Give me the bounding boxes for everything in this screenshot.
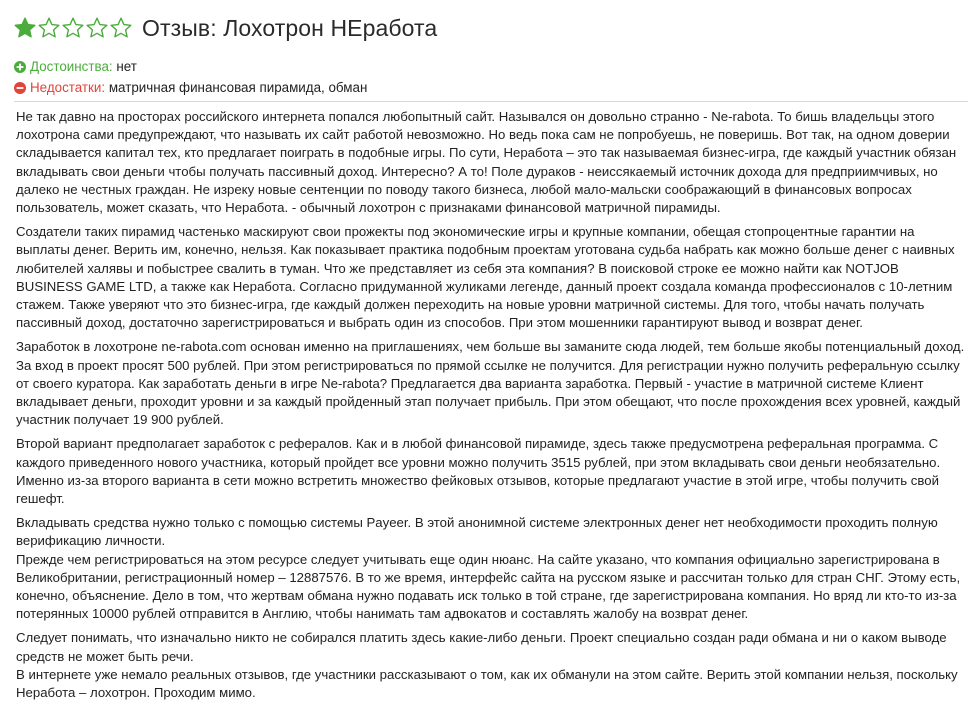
star-empty-icon — [86, 17, 108, 39]
rating-stars — [14, 17, 134, 39]
review-paragraph: Заработок в лохотроне ne-rabota.com основан именно на приглашениях, чем больше вы заманите сюда людей, тем больше якобы потенциальный доход. За вход в проект просят 500 рублей. При этом регистрироваться по прямой ссылке не получится. Для регистрации нужно получить реферальную ссылку от своего куратора. Как заработать деньги в игре Ne-rabota? Предлагается два варианта заработка. Первый - участие в матричной системе Клиент вкладывает деньги, проходит уровни и за каждый пройденный этап получает прибыль. При этом обещают, что после прохождения всех уровней, каждый участник получает 19 900 рублей. — [16, 339, 965, 428]
star-empty-icon — [38, 17, 60, 39]
cons-label: Недостатки: — [30, 80, 106, 95]
review-body — [16, 108, 966, 708]
plus-circle-icon — [14, 61, 26, 73]
pros-cons — [14, 56, 367, 98]
divider — [14, 101, 968, 102]
minus-circle-icon — [14, 82, 26, 94]
star-empty-icon — [110, 17, 132, 39]
pros-row — [14, 56, 367, 77]
review-paragraph: Не так давно на просторах российского интернета попался любопытный сайт. Назывался он довольно странно - Ne-rabota. То бишь владельцы этого лохотрона сами предупреждают, что называть их сайт работой невозможно. Но ведь пока сам не попробуешь, не поверишь. Вот так, на одном доверии складывается капитал тех, кто предлагает поиграть в подобные игры. По сути, Неработа – это так называемая бизнес-игра, где каждый участник обязан вкладывать свои деньги чтобы получать пассивный доход. Интересно? А то! Поле дураков - неиссякаемый источник дохода для предприимчивых, но далеко не честных граждан. Не изреку новые сентенции по поводу такого бизнеса, любой мало-мальски соображающий в финансовых вопросах пользователь, может сказать, что Неработа. - обычный лохотрон с признаками финансовой матричной пирамиды. — [16, 109, 957, 216]
cons-row — [14, 77, 367, 98]
pros-label: Достоинства: — [30, 59, 113, 74]
pros-value: нет — [116, 59, 137, 74]
review-header — [14, 12, 437, 44]
review-paragraph: Следует понимать, что изначально никто не собирался платить здесь какие-либо деньги. Проект специально создан ради обмана и ни о каком выводе средств не может быть речи. В интернете уже немало реальных отзывов, где участники рассказывают о том, как их обманули на этом сайте. Верить этой компании нельзя, поскольку Неработа – лохотрон. Проходим мимо. — [16, 630, 958, 701]
star-filled-icon — [14, 17, 36, 39]
star-empty-icon — [62, 17, 84, 39]
review-title: Отзыв: Лохотрон НЕработа — [142, 14, 438, 41]
review-paragraph: Второй вариант предполагает заработок с рефералов. Как и в любой финансовой пирамиде, здесь также предусмотрена реферальная программа. С каждого приведенного нового участника, который пройдет все уровни можно получить 3515 рублей, при этом вкладывать свои деньги необязательно. Именно из-за второго варианта в сети можно встретить множество фейковых отзывов, которые предлагают участие в этой игре, чтобы получить свой гешефт. — [16, 436, 941, 507]
review-paragraph: Вкладывать средства нужно только с помощью системы Payeer. В этой анонимной системе электронных денег нет необходимости проходить полную верификацию личности. Прежде чем регистрироваться на этом ресурсе следует учитывать еще один нюанс. На сайте указано, что компания официально зарегистрирована в Великобритании, регистрационный номер – 12887576. В то же время, интерфейс сайта на русском языке и рассчитан только для стран СНГ. Этому есть, конечно, объяснение. Дело в том, что жертвам обмана нужно подавать иск только в той стране, где зарегистрирована компания. Но вряд ли кто-то из-за потерянных 10000 рублей отправится в Англию, чтобы нанимать там адвокатов и составлять жалобу на возврат денег. — [16, 515, 961, 622]
review-paragraph: Создатели таких пирамид частенько маскируют свои прожекты под экономические игры и крупные компании, обещая стопроцентные гарантии на выплаты денег. Верить им, конечно, нельзя. Как показывает практика подобным проектам уготована судьба набрать как можно больше денег с наивных любителей халявы и побыстрее свалить в туман. Что же представляет из себя эта компания? В поисковой строке ее можно найти как NOTJOB BUSINESS GAME LTD, а также как Неработа. Согласно придуманной жуликами легенде, данный проект создала команда профессионалов с 10-летним стажем. Также уверяют что это бизнес-игра, где каждый должен переходить на новые уровни матричной системы. Для того, чтобы начать получать пассивный доход, достаточно зарегистрироваться и выбрать один из способов. При этом мошенники гарантируют вывод и возврат денег. — [16, 224, 955, 331]
cons-value: матричная финансовая пирамида, обман — [108, 80, 368, 95]
